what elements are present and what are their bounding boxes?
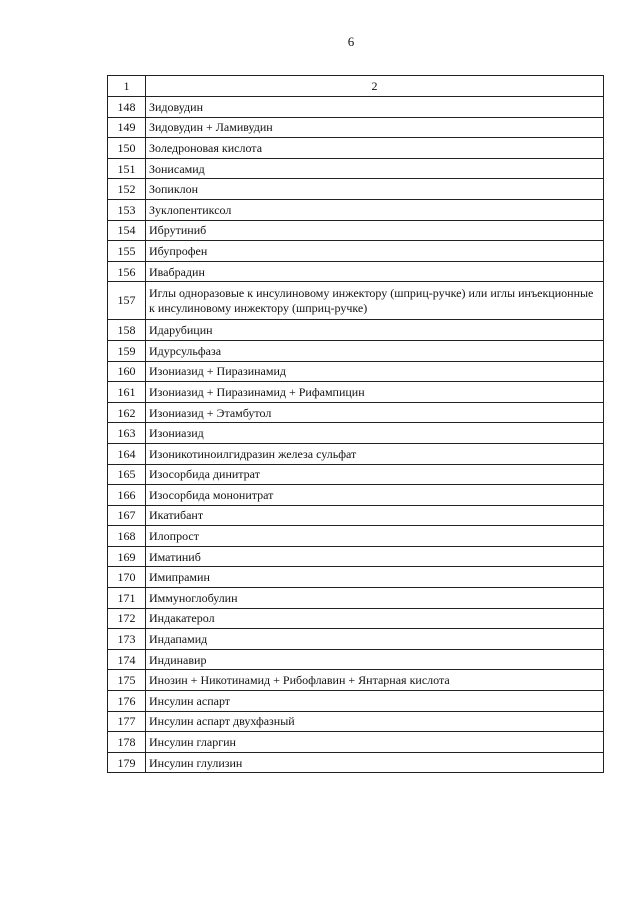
page-number: 6 xyxy=(347,34,355,49)
row-drug-name: Инсулин гларгин xyxy=(146,732,604,753)
table-row xyxy=(108,443,604,464)
table-row xyxy=(108,361,604,382)
table-row xyxy=(108,382,604,403)
table-row xyxy=(108,670,604,691)
table-row xyxy=(108,752,604,773)
table-row xyxy=(108,340,604,361)
row-number: 160 xyxy=(108,361,146,382)
row-number: 167 xyxy=(108,505,146,526)
row-number: 149 xyxy=(108,117,146,138)
row-drug-name: Ибупрофен xyxy=(146,241,604,262)
row-drug-name: Зонисамид xyxy=(146,158,604,179)
row-drug-name: Индинавир xyxy=(146,649,604,670)
row-drug-name: Иматиниб xyxy=(146,546,604,567)
row-number: 175 xyxy=(108,670,146,691)
table-row xyxy=(108,505,604,526)
row-drug-name: Изосорбида мононитрат xyxy=(146,485,604,506)
table-row xyxy=(108,179,604,200)
table-row xyxy=(108,691,604,712)
table-row xyxy=(108,526,604,547)
row-number: 164 xyxy=(108,443,146,464)
row-number: 153 xyxy=(108,199,146,220)
row-number: 155 xyxy=(108,241,146,262)
row-drug-name: Золедроновая кислота xyxy=(146,138,604,159)
row-number: 179 xyxy=(108,752,146,773)
table-row xyxy=(108,464,604,485)
row-number: 178 xyxy=(108,732,146,753)
header-col-number: 1 xyxy=(108,76,146,97)
row-drug-name: Зидовудин + Ламивудин xyxy=(146,117,604,138)
header-col-name: 2 xyxy=(146,76,604,97)
row-number: 148 xyxy=(108,97,146,118)
table-row xyxy=(108,117,604,138)
row-drug-name: Идурсульфаза xyxy=(146,340,604,361)
table-row xyxy=(108,241,604,262)
row-drug-name: Индапамид xyxy=(146,629,604,650)
row-drug-name: Изониазид + Пиразинамид xyxy=(146,361,604,382)
drug-list-table xyxy=(107,75,604,773)
row-number: 161 xyxy=(108,382,146,403)
row-number: 165 xyxy=(108,464,146,485)
row-drug-name: Инсулин аспарт xyxy=(146,691,604,712)
row-number: 173 xyxy=(108,629,146,650)
row-number: 151 xyxy=(108,158,146,179)
table-row xyxy=(108,199,604,220)
row-drug-name: Инсулин аспарт двухфазный xyxy=(146,711,604,732)
row-drug-name: Инозин + Никотинамид + Рибофлавин + Янтарная кислота xyxy=(146,670,604,691)
row-number: 168 xyxy=(108,526,146,547)
row-number: 162 xyxy=(108,402,146,423)
table-row xyxy=(108,649,604,670)
table-header-row xyxy=(108,76,604,97)
row-number: 159 xyxy=(108,340,146,361)
row-drug-name: Ивабрадин xyxy=(146,261,604,282)
row-drug-name: Изоникотиноилгидразин железа сульфат xyxy=(146,443,604,464)
row-drug-name: Зуклопентиксол xyxy=(146,199,604,220)
table-row xyxy=(108,220,604,241)
row-number: 171 xyxy=(108,588,146,609)
table-row xyxy=(108,608,604,629)
table-row xyxy=(108,629,604,650)
row-number: 170 xyxy=(108,567,146,588)
table-row xyxy=(108,97,604,118)
table-row xyxy=(108,402,604,423)
row-drug-name: Иглы одноразовые к инсулиновому инжектору (шприц-ручке) или иглы инъекционные к инсулиновому инжектору (шприц-ручке) xyxy=(146,282,604,320)
table-row xyxy=(108,261,604,282)
row-drug-name: Изониазид + Пиразинамид + Рифампицин xyxy=(146,382,604,403)
table-row xyxy=(108,320,604,341)
row-drug-name: Изосорбида динитрат xyxy=(146,464,604,485)
row-drug-name: Икатибант xyxy=(146,505,604,526)
row-number: 158 xyxy=(108,320,146,341)
row-number: 156 xyxy=(108,261,146,282)
row-drug-name: Инсулин глулизин xyxy=(146,752,604,773)
row-number: 176 xyxy=(108,691,146,712)
row-number: 150 xyxy=(108,138,146,159)
row-number: 172 xyxy=(108,608,146,629)
table-row xyxy=(108,423,604,444)
row-drug-name: Ибрутиниб xyxy=(146,220,604,241)
row-drug-name: Идарубицин xyxy=(146,320,604,341)
row-number: 152 xyxy=(108,179,146,200)
row-drug-name: Зопиклон xyxy=(146,179,604,200)
row-drug-name: Илопрост xyxy=(146,526,604,547)
table-body xyxy=(108,76,604,773)
row-drug-name: Индакатерол xyxy=(146,608,604,629)
row-number: 169 xyxy=(108,546,146,567)
table-row xyxy=(108,546,604,567)
table-row xyxy=(108,138,604,159)
row-drug-name: Изониазид xyxy=(146,423,604,444)
table-row xyxy=(108,567,604,588)
row-drug-name: Зидовудин xyxy=(146,97,604,118)
table-row xyxy=(108,485,604,506)
table-row xyxy=(108,588,604,609)
table-row xyxy=(108,158,604,179)
table-row xyxy=(108,732,604,753)
row-number: 166 xyxy=(108,485,146,506)
row-number: 174 xyxy=(108,649,146,670)
row-drug-name: Имипрамин xyxy=(146,567,604,588)
row-number: 157 xyxy=(108,282,146,320)
row-drug-name: Иммуноглобулин xyxy=(146,588,604,609)
row-number: 177 xyxy=(108,711,146,732)
row-number: 154 xyxy=(108,220,146,241)
row-number: 163 xyxy=(108,423,146,444)
row-drug-name: Изониазид + Этамбутол xyxy=(146,402,604,423)
table-row xyxy=(108,282,604,320)
table-row xyxy=(108,711,604,732)
